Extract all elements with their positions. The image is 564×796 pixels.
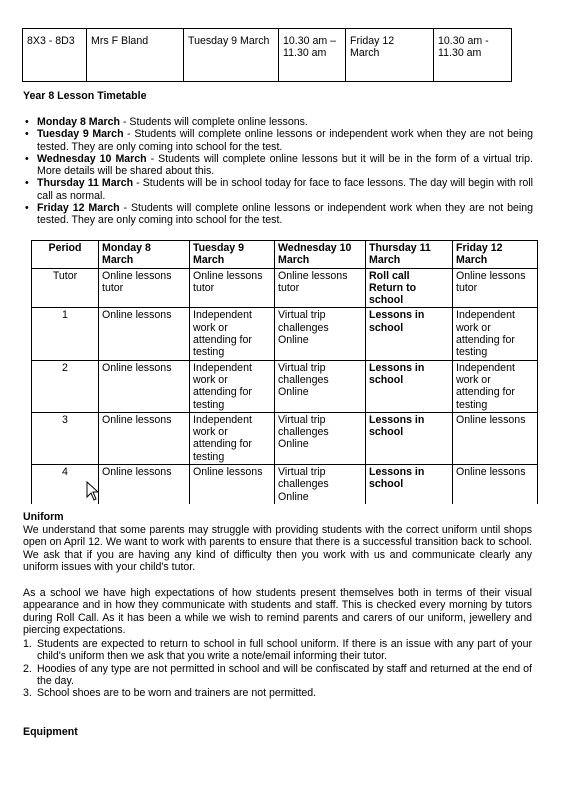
table-row [32, 465, 538, 504]
list-item [23, 638, 532, 663]
table-cell: Online lessons [99, 465, 190, 504]
table-cell: Online lessons tutor [453, 268, 538, 308]
section-heading-year8: Year 8 Lesson Timetable [23, 90, 147, 102]
lesson-timetable [31, 240, 538, 504]
period-cell: Tutor [32, 268, 99, 308]
table-cell: Independent work or attending for testing [453, 308, 538, 360]
column-header: Period [32, 241, 99, 269]
day-label: Monday 8 March [37, 116, 121, 128]
column-header: Monday 8 March [99, 241, 190, 269]
day-label: Thursday 11 March [37, 177, 134, 190]
period-cell: 4 [32, 465, 99, 504]
table-cell: Online lessons [453, 465, 538, 504]
list-number: 3. [23, 687, 32, 700]
table-row [32, 360, 538, 412]
table-cell: Lessons in school [366, 412, 453, 464]
mouse-pointer-icon [86, 481, 100, 504]
section-heading-equipment: Equipment [23, 726, 78, 738]
table-cell: Friday 12 March [346, 29, 434, 82]
day-description: - Students will complete online lessons. [120, 116, 308, 128]
period-cell: 3 [32, 412, 99, 464]
day-description: - Students will complete online lessons but it will be in the form of a virtual trip. More details will be shared about this. [37, 152, 533, 178]
table-cell: Online lessons [99, 308, 190, 360]
table-cell: Online lessons tutor [190, 268, 275, 308]
uniform-paragraph: We understand that some parents may struggle with providing students with the correct uniform until shops open on April 12. We want to work with parents to ensure that there is a successful transition back to school. We ask that if you are having any kind of difficulty then you work with us and communicate clearly any uniform issues with your child's tutor. [23, 524, 532, 573]
list-item [23, 128, 533, 153]
table-cell: Independent work or attending for testing [190, 412, 275, 464]
table-cell: Virtual trip challenges Online [275, 465, 366, 504]
table-cell: Virtual trip challenges Online [275, 360, 366, 412]
table-cell: Independent work or attending for testing [190, 360, 275, 412]
table-cell: Online lessons [99, 360, 190, 412]
table-cell: Independent work or attending for testing [190, 308, 275, 360]
list-item [23, 177, 533, 202]
column-header: Wednesday 10 March [275, 241, 366, 269]
table-row [32, 412, 538, 464]
day-label: Wednesday 10 March [37, 152, 147, 165]
table-cell: Online lessons tutor [275, 268, 366, 308]
table-row [32, 268, 538, 308]
list-item [23, 202, 533, 227]
table-cell: Online lessons tutor [99, 268, 190, 308]
day-schedule-list [23, 116, 533, 227]
period-cell: 2 [32, 360, 99, 412]
list-item [23, 687, 532, 699]
day-description: - Students will be in school today for face to face lessons. The day will begin with roll call as normal. [37, 177, 533, 202]
exam-schedule-table [22, 28, 512, 82]
table-cell: 8X3 - 8D3 [23, 29, 87, 82]
table-cell: Independent work or attending for testing [453, 360, 538, 412]
rule-text: Hoodies of any type are not permitted in school and will be confiscated by staff and returned at the end of the day. [37, 662, 532, 687]
rule-text: School shoes are to be worn and trainers are not permitted. [37, 687, 317, 700]
day-description: - Students will complete online lessons or independent work when they are not being tested. They are only coming into school for the test. [37, 202, 534, 227]
uniform-paragraph: As a school we have high expectations of how students present themselves both in terms of their visual appearance and in how they communicate with students and staff. This is checked every morning by tutors during Roll Call. As it has been a while we wish to remind parents and carers of our uniform, jewellery and piercing expectations. [23, 587, 532, 636]
table-cell: Virtual trip challenges Online [275, 412, 366, 464]
rule-text: Students are expected to return to school in full school uniform. If there is an issue with any part of your child's uniform then we ask that you write a note/email informing their tutor. [37, 638, 532, 663]
list-number: 1. [23, 638, 32, 650]
period-cell: 1 [32, 308, 99, 360]
list-item [23, 663, 532, 688]
list-item [23, 116, 533, 128]
list-number: 2. [23, 662, 32, 675]
table-header-row [32, 241, 538, 269]
table-cell: Tuesday 9 March [184, 29, 279, 82]
table-cell: Lessons in school [366, 308, 453, 360]
table-cell: Mrs F Bland [87, 29, 184, 82]
column-header: Friday 12 March [453, 241, 538, 269]
table-cell: Online lessons [190, 465, 275, 504]
table-cell: Online lessons [99, 412, 190, 464]
table-row [32, 308, 538, 360]
table-cell: 10.30 am - 11.30 am [434, 29, 512, 82]
table-cell: Online lessons [453, 412, 538, 464]
column-header: Tuesday 9 March [190, 241, 275, 269]
table-cell: Roll call Return to school [366, 268, 453, 308]
table-cell: Lessons in school [366, 360, 453, 412]
column-header: Thursday 11 March [366, 241, 453, 269]
uniform-rules-list [23, 638, 532, 699]
table-cell: Lessons in school [366, 465, 453, 504]
table-cell: Virtual trip challenges Online [275, 308, 366, 360]
day-description: - Students will complete online lessons or independent work when they are not being tested. They are only coming into school for the test. [37, 128, 533, 153]
list-item [23, 153, 533, 178]
day-label: Friday 12 March [37, 202, 120, 215]
table-row [23, 29, 512, 82]
day-label: Tuesday 9 March [37, 128, 124, 141]
section-heading-uniform: Uniform [23, 511, 64, 523]
table-cell: 10.30 am – 11.30 am [279, 29, 346, 82]
